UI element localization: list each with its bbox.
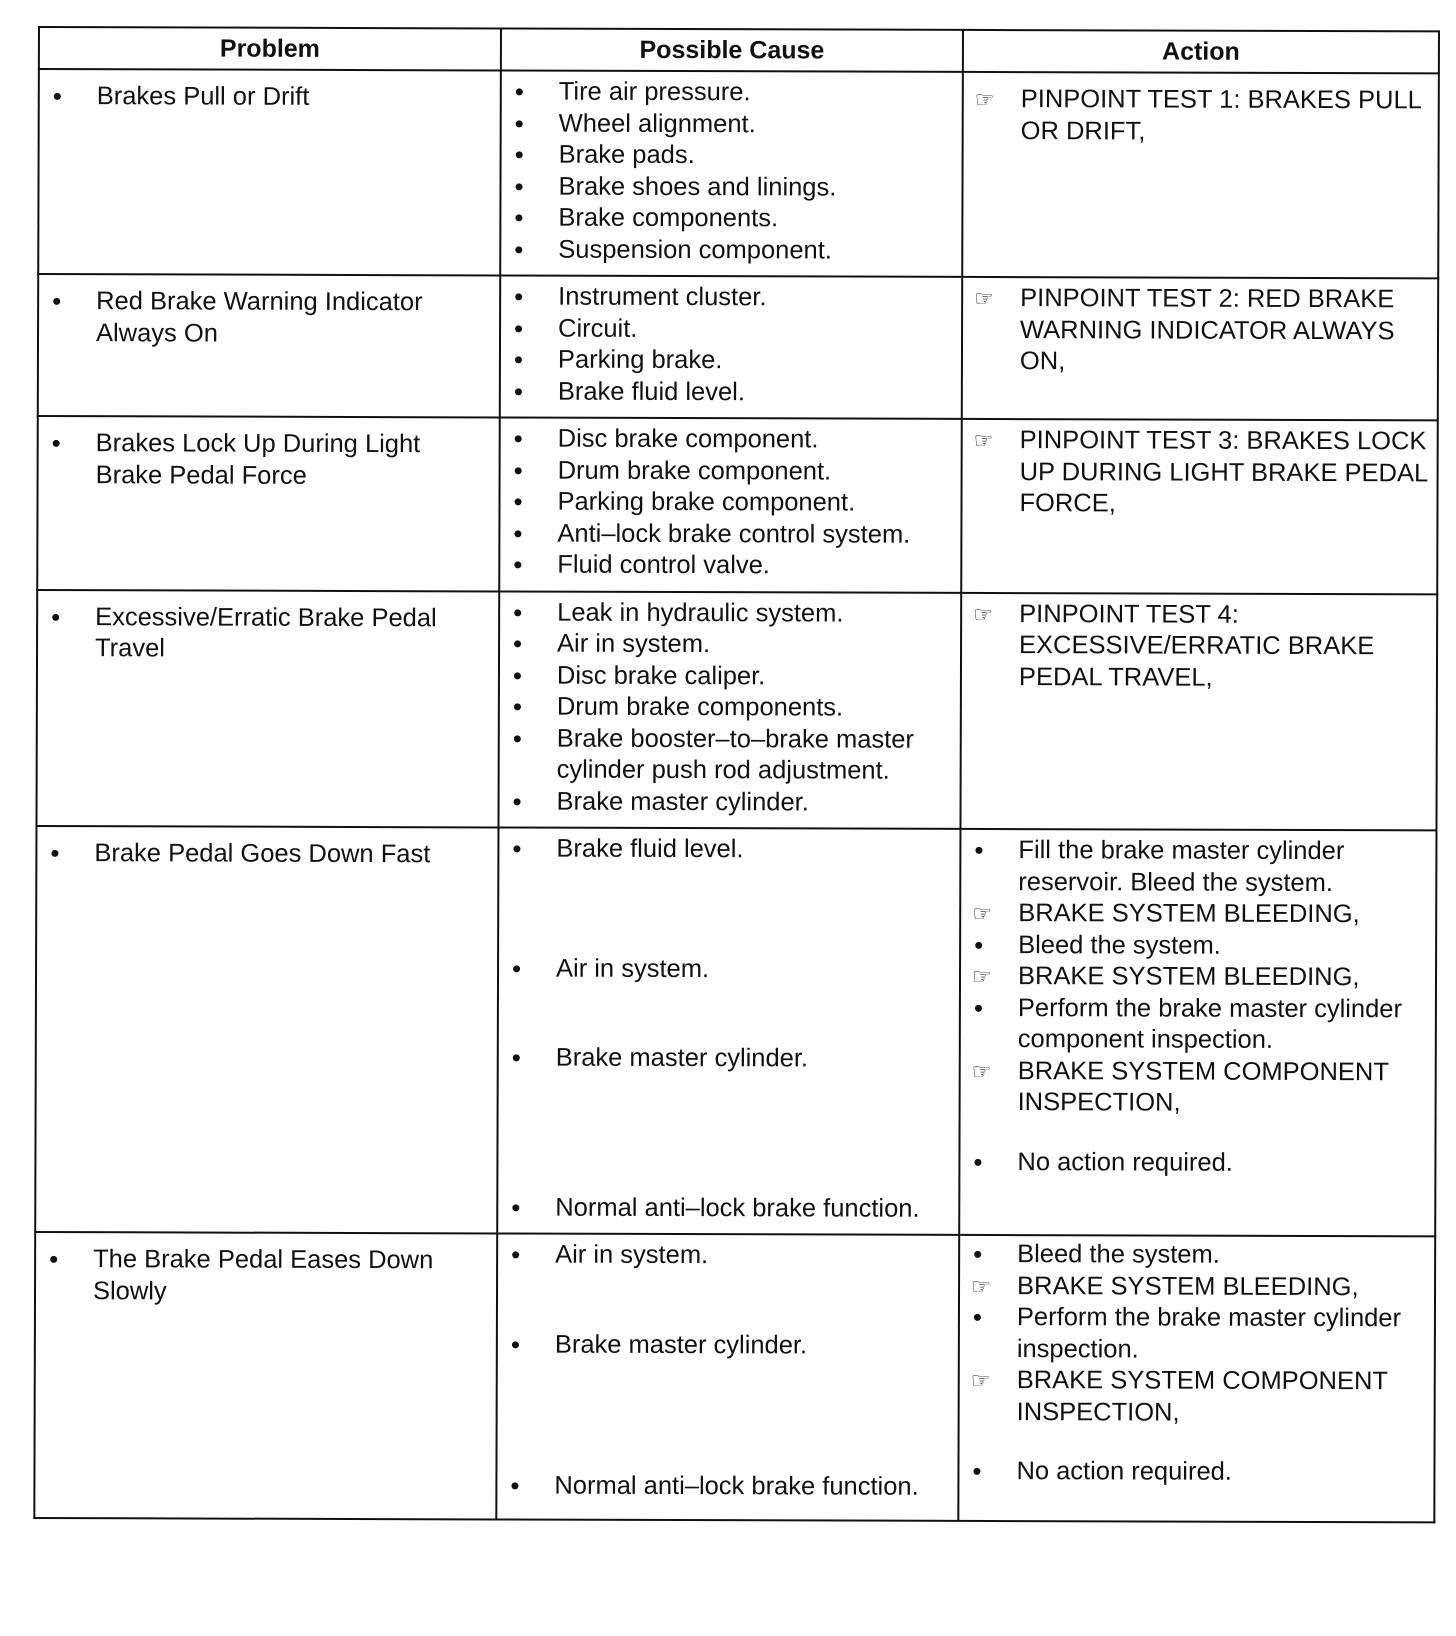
action-cell — [962, 277, 1438, 420]
problem-text: • Excessive/Erratic Brake Pedal Travel — [47, 602, 489, 666]
action-item: • No action required. — [968, 1456, 1424, 1489]
pointing-hand-icon: ☞ — [971, 1058, 992, 1084]
action-item: • Perform the brake master cylinder inspection. — [969, 1302, 1425, 1366]
pointing-hand-icon: ☞ — [974, 86, 995, 113]
problem-cell — [35, 826, 498, 1233]
problem-text: • Brakes Pull or Drift — [49, 81, 491, 114]
pointing-hand-icon: ☞ — [971, 1273, 991, 1299]
action-item: ☞ BRAKE SYSTEM COMPONENT INSPECTION, — [970, 1366, 1388, 1427]
action-cell — [959, 829, 1436, 1236]
action-item: ☞ PINPOINT TEST 3: BRAKES LOCK UP DURING LIGHT BRAKE PEDAL FORCE, — [973, 426, 1428, 518]
cause-item: • Leak in hydraulic system. — [509, 597, 951, 630]
cause-item: • Normal anti–lock brake function. — [507, 1192, 949, 1225]
problem-cell — [37, 416, 500, 591]
pointing-hand-icon: ☞ — [974, 285, 994, 312]
action-item: • Perform the brake master cylinder component inspection. — [970, 992, 1426, 1056]
cause-item: • Air in system. — [508, 953, 950, 986]
cause-item: • Drum brake component. — [510, 455, 952, 488]
cause-item: • Tire air pressure. — [511, 76, 953, 109]
problem-text: • Red Brake Warning Indicator Always On — [48, 286, 490, 350]
cause-item: • Brake master cylinder. — [509, 786, 951, 819]
action-cell — [958, 1235, 1435, 1522]
table-row — [36, 590, 1437, 831]
action-item: ☞ BRAKE SYSTEM BLEEDING, — [972, 899, 1360, 929]
action-item: ☞ PINPOINT TEST 2: RED BRAKE WARNING INDICATOR ALWAYS ON, — [974, 284, 1395, 376]
action-cell — [960, 592, 1437, 830]
cause-cell — [500, 70, 963, 276]
table-row — [37, 416, 1438, 594]
problem-text: • The Brake Pedal Eases Down Slowly — [45, 1244, 487, 1308]
problem-cell — [38, 274, 500, 417]
action-item: ☞ PINPOINT TEST 1: BRAKES PULL OR DRIFT, — [974, 85, 1421, 145]
header-row — [39, 27, 1439, 73]
cause-item: • Anti–lock brake control system. — [509, 518, 951, 551]
cause-item: • Normal anti–lock brake function. — [506, 1470, 948, 1503]
header-action: Action — [963, 30, 1439, 73]
cause-item: • Brake shoes and linings. — [510, 171, 952, 204]
cause-item: • Brake booster–to–brake master cylinder push rod adjustment. — [509, 723, 951, 787]
action-item: ☞ BRAKE SYSTEM COMPONENT INSPECTION, — [971, 1056, 1389, 1117]
pointing-hand-icon: ☞ — [972, 900, 992, 927]
table-row — [35, 826, 1436, 1236]
problem-cell — [34, 1232, 497, 1519]
problem-cell — [38, 69, 501, 275]
cause-item: • Brake master cylinder. — [508, 1042, 950, 1075]
table-row — [38, 69, 1439, 278]
action-item: ☞ BRAKE SYSTEM BLEEDING, — [971, 962, 1360, 992]
action-item: • Bleed the system. — [969, 1239, 1425, 1272]
problem-text: • Brake Pedal Goes Down Fast — [46, 838, 488, 871]
pointing-hand-icon: ☞ — [971, 963, 992, 990]
action-cell — [961, 419, 1438, 594]
cause-item: • Parking brake component. — [509, 486, 951, 519]
cause-item: • Brake pads. — [511, 139, 953, 172]
cause-item: • Air in system. — [509, 628, 951, 661]
header-possible-cause: Possible Cause — [501, 28, 963, 71]
problem-cell — [36, 590, 499, 828]
cause-cell — [500, 275, 962, 418]
header-problem: Problem — [39, 27, 501, 70]
cause-cell — [499, 417, 962, 592]
problem-text: • Brakes Lock Up During Light Brake Pedal Force — [48, 428, 490, 492]
action-cell — [962, 72, 1439, 278]
table-row — [38, 274, 1438, 420]
cause-item: • Parking brake. — [510, 344, 952, 377]
cause-item: • Wheel alignment. — [511, 108, 953, 141]
cause-item: • Air in system. — [507, 1239, 949, 1272]
pointing-hand-icon: ☞ — [970, 1367, 991, 1393]
action-item: • No action required. — [969, 1146, 1425, 1179]
pointing-hand-icon: ☞ — [973, 601, 993, 627]
cause-item: • Brake master cylinder. — [507, 1329, 949, 1362]
action-item: • Bleed the system. — [970, 929, 1426, 962]
action-item: • Fill the brake master cylinder reservoir. Bleed the system. — [970, 835, 1426, 899]
cause-item: • Suspension component. — [510, 234, 952, 267]
cause-item: • Brake fluid level. — [508, 833, 950, 866]
table-row — [34, 1232, 1435, 1522]
cause-item: • Fluid control valve. — [509, 549, 951, 582]
cause-item: • Disc brake component. — [510, 423, 952, 456]
diagnosis-table — [33, 26, 1440, 1523]
cause-item: • Disc brake caliper. — [509, 660, 951, 693]
cause-item: • Brake components. — [510, 202, 952, 235]
cause-item: • Drum brake components. — [509, 691, 951, 724]
action-item: ☞ PINPOINT TEST 4: EXCESSIVE/ERRATIC BRAKE PEDAL TRAVEL, — [973, 599, 1375, 692]
cause-item: • Circuit. — [510, 313, 952, 346]
cause-cell — [497, 827, 960, 1234]
cause-cell — [496, 1233, 959, 1520]
action-item: ☞ BRAKE SYSTEM BLEEDING, — [971, 1271, 1359, 1301]
pointing-hand-icon: ☞ — [973, 427, 994, 454]
cause-item: • Instrument cluster. — [510, 281, 952, 314]
cause-cell — [498, 591, 961, 829]
cause-item: • Brake fluid level. — [510, 376, 952, 409]
